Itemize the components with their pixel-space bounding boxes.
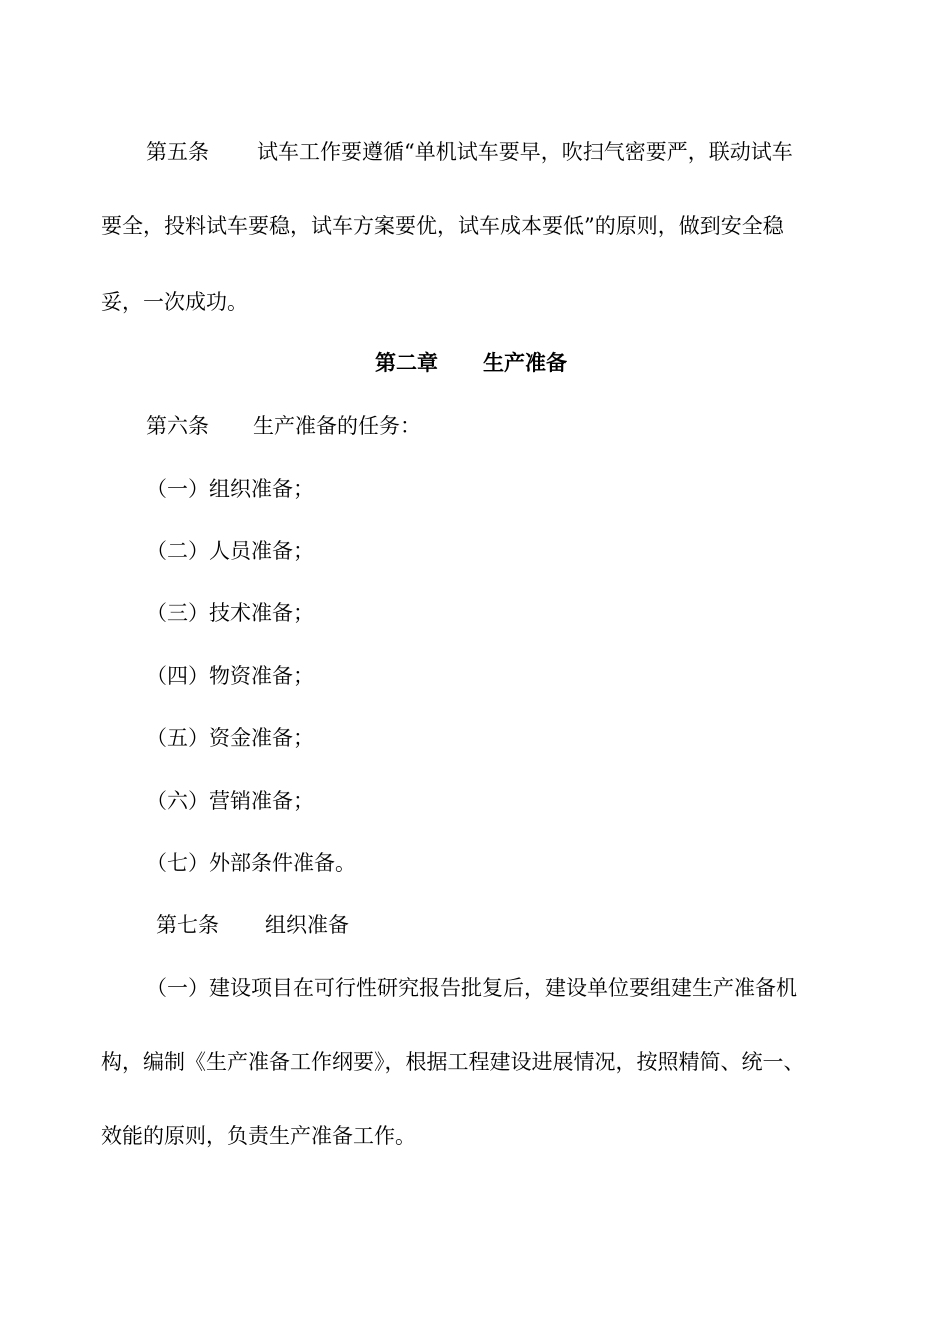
article5-number: 第五条 xyxy=(146,140,209,164)
article6-item-3: （三）技术准备； xyxy=(146,601,314,625)
chapter-title: 生产准备 xyxy=(483,351,567,375)
article6-item-5: （五）资金准备； xyxy=(146,726,314,750)
chapter-heading xyxy=(375,348,567,378)
article6-item-2: （二）人员准备； xyxy=(146,539,314,563)
article6-item-4: （四）物资准备； xyxy=(146,664,314,688)
article6-item-7: （七）外部条件准备。 xyxy=(146,851,356,875)
article7-heading xyxy=(156,910,349,940)
article6-text: 生产准备的任务： xyxy=(253,414,421,438)
article7-text: 组织准备 xyxy=(265,913,349,937)
article6-item-6: （六）营销准备； xyxy=(146,789,314,813)
article7-number: 第七条 xyxy=(156,913,219,937)
article6-item-1: （一）组织准备； xyxy=(146,477,314,501)
article5-line2: 要全，投料试车要稳，试车方案要优，试车成本要低”的原则，做到安全稳 xyxy=(101,214,784,238)
article5-line1 xyxy=(146,137,793,167)
article5-text-line1: 试车工作要遵循“单机试车要早，吹扫气密要严，联动试车 xyxy=(257,140,793,164)
article7-item1-line3: 效能的原则，负责生产准备工作。 xyxy=(101,1124,416,1148)
article7-item1-line2: 构，编制《生产准备工作纲要》，根据工程建设进展情况，按照精简、统一、 xyxy=(101,1050,805,1074)
article5-line3: 妥，一次成功。 xyxy=(101,290,248,314)
article6-number: 第六条 xyxy=(146,414,209,438)
chapter-number: 第二章 xyxy=(375,351,438,375)
article6-heading xyxy=(146,411,421,441)
article7-item1-line1: （一）建设项目在可行性研究报告批复后，建设单位要组建生产准备机 xyxy=(146,976,797,1000)
